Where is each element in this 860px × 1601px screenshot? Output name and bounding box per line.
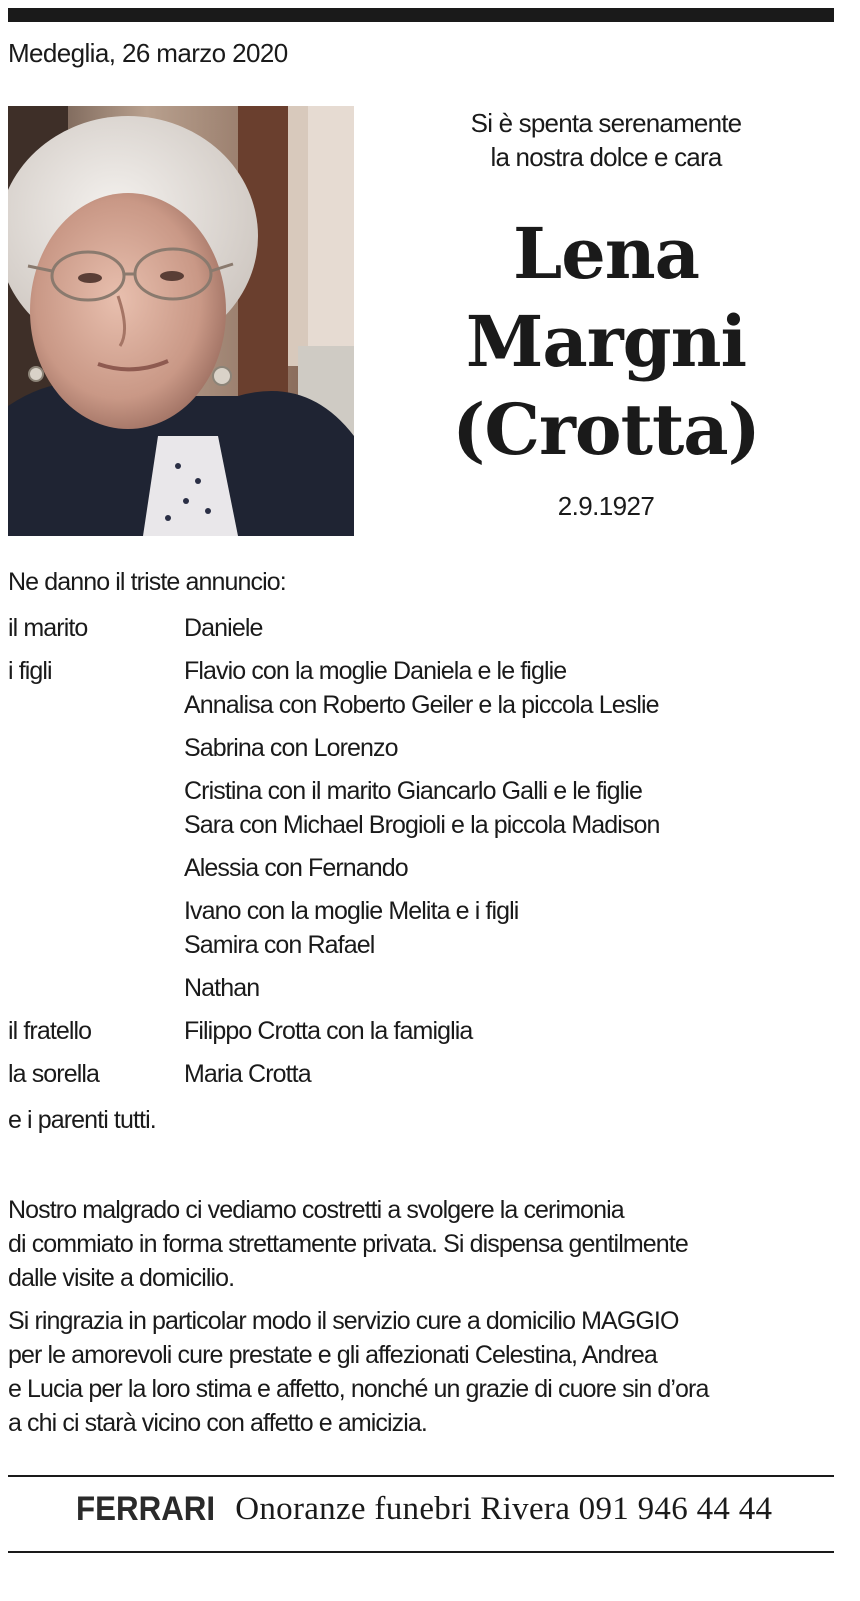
notes-paragraph-2 <box>8 1304 838 1440</box>
relation-label: il fratello <box>8 1017 92 1045</box>
relation-entries <box>184 611 838 645</box>
intro-text <box>400 106 812 174</box>
mourner-entry <box>184 851 838 885</box>
mourner-line: Filippo Crotta con la famiglia <box>184 1017 473 1045</box>
relation-label: il marito <box>8 614 88 642</box>
notes-line: Si ringrazia in particolar modo il servizio cure a domicilio MAGGIO <box>8 1307 679 1335</box>
mourner-line: Ivano con la moglie Melita e i figli <box>184 897 519 925</box>
funeral-home-logo: FERRARI <box>75 1490 215 1528</box>
top-rule <box>8 8 834 22</box>
notes-line: di commiato in forma strettamente privata. Si dispensa gentilmente <box>8 1230 688 1258</box>
notes-line: Nostro malgrado ci vediamo costretti a svolgere la cerimonia <box>8 1196 624 1224</box>
intro-line-1: Si è spenta serenamente <box>470 108 742 138</box>
mourner-group <box>8 654 838 1005</box>
footer-rule-top <box>8 1475 834 1477</box>
notes-line: per le amorevoli cure prestate e gli affezionati Celestina, Andrea <box>8 1341 657 1369</box>
mourners-list <box>8 611 838 1100</box>
birth-date: 2.9.1927 <box>557 491 655 521</box>
other-relatives: e i parenti tutti. <box>8 1106 156 1134</box>
mourner-group <box>8 611 838 645</box>
mourner-line: Maria Crotta <box>184 1060 311 1088</box>
notes-paragraph-1 <box>8 1193 838 1295</box>
deceased-photo <box>8 106 354 536</box>
relation-entries <box>184 654 838 1005</box>
mourner-line: Samira con Rafael <box>184 931 375 959</box>
notes-line: dalle visite a domicilio. <box>8 1264 235 1292</box>
name-line-1: Lena <box>512 212 699 295</box>
mourner-entry <box>184 654 838 722</box>
name-line-3: (Crotta) <box>452 388 760 471</box>
relation-entries <box>184 1014 838 1048</box>
place-date: Medeglia, 26 marzo 2020 <box>8 38 288 68</box>
mourner-line: Daniele <box>184 614 263 642</box>
relation-label: la sorella <box>8 1060 100 1088</box>
mourner-line: Nathan <box>184 974 260 1002</box>
relation-entries <box>184 1057 838 1091</box>
mourner-group <box>8 1057 838 1091</box>
mourner-line: Sara con Michael Brogioli e la piccola Madison <box>184 811 660 839</box>
intro-line-2: la nostra dolce e cara <box>490 142 722 172</box>
mourner-line: Sabrina con Lorenzo <box>184 734 398 762</box>
mourner-line: Annalisa con Roberto Geiler e la piccola Leslie <box>184 691 659 719</box>
deceased-name <box>400 210 812 474</box>
notes-line: a chi ci starà vicino con affetto e amicizia. <box>8 1409 427 1437</box>
mourner-entry <box>184 1057 838 1091</box>
mourner-entry <box>184 774 838 842</box>
footer-rule-bottom <box>8 1551 834 1553</box>
mourner-entry <box>184 1014 838 1048</box>
announcement-heading: Ne danno il triste annuncio: <box>8 568 286 596</box>
mourner-line: Cristina con il marito Giancarlo Galli e le figlie <box>184 777 642 805</box>
name-line-2: Margni <box>465 300 747 383</box>
notes <box>8 1193 838 1449</box>
mourner-line: Alessia con Fernando <box>184 854 408 882</box>
mourner-line: Flavio con la moglie Daniela e le figlie <box>184 657 567 685</box>
portrait-photo-icon <box>8 106 354 536</box>
mourner-entry <box>184 894 838 962</box>
funeral-home-contact: Onoranze funebri Rivera 091 946 44 44 <box>235 1491 773 1527</box>
notes-line: e Lucia per la loro stima e affetto, nonché un grazie di cuore sin d’ora <box>8 1375 709 1403</box>
mourner-group <box>8 1014 838 1048</box>
relation-label: i figli <box>8 657 52 685</box>
funeral-home-footer <box>8 1490 834 1529</box>
mourner-entry <box>184 971 838 1005</box>
mourner-entry <box>184 731 838 765</box>
mourner-entry <box>184 611 838 645</box>
